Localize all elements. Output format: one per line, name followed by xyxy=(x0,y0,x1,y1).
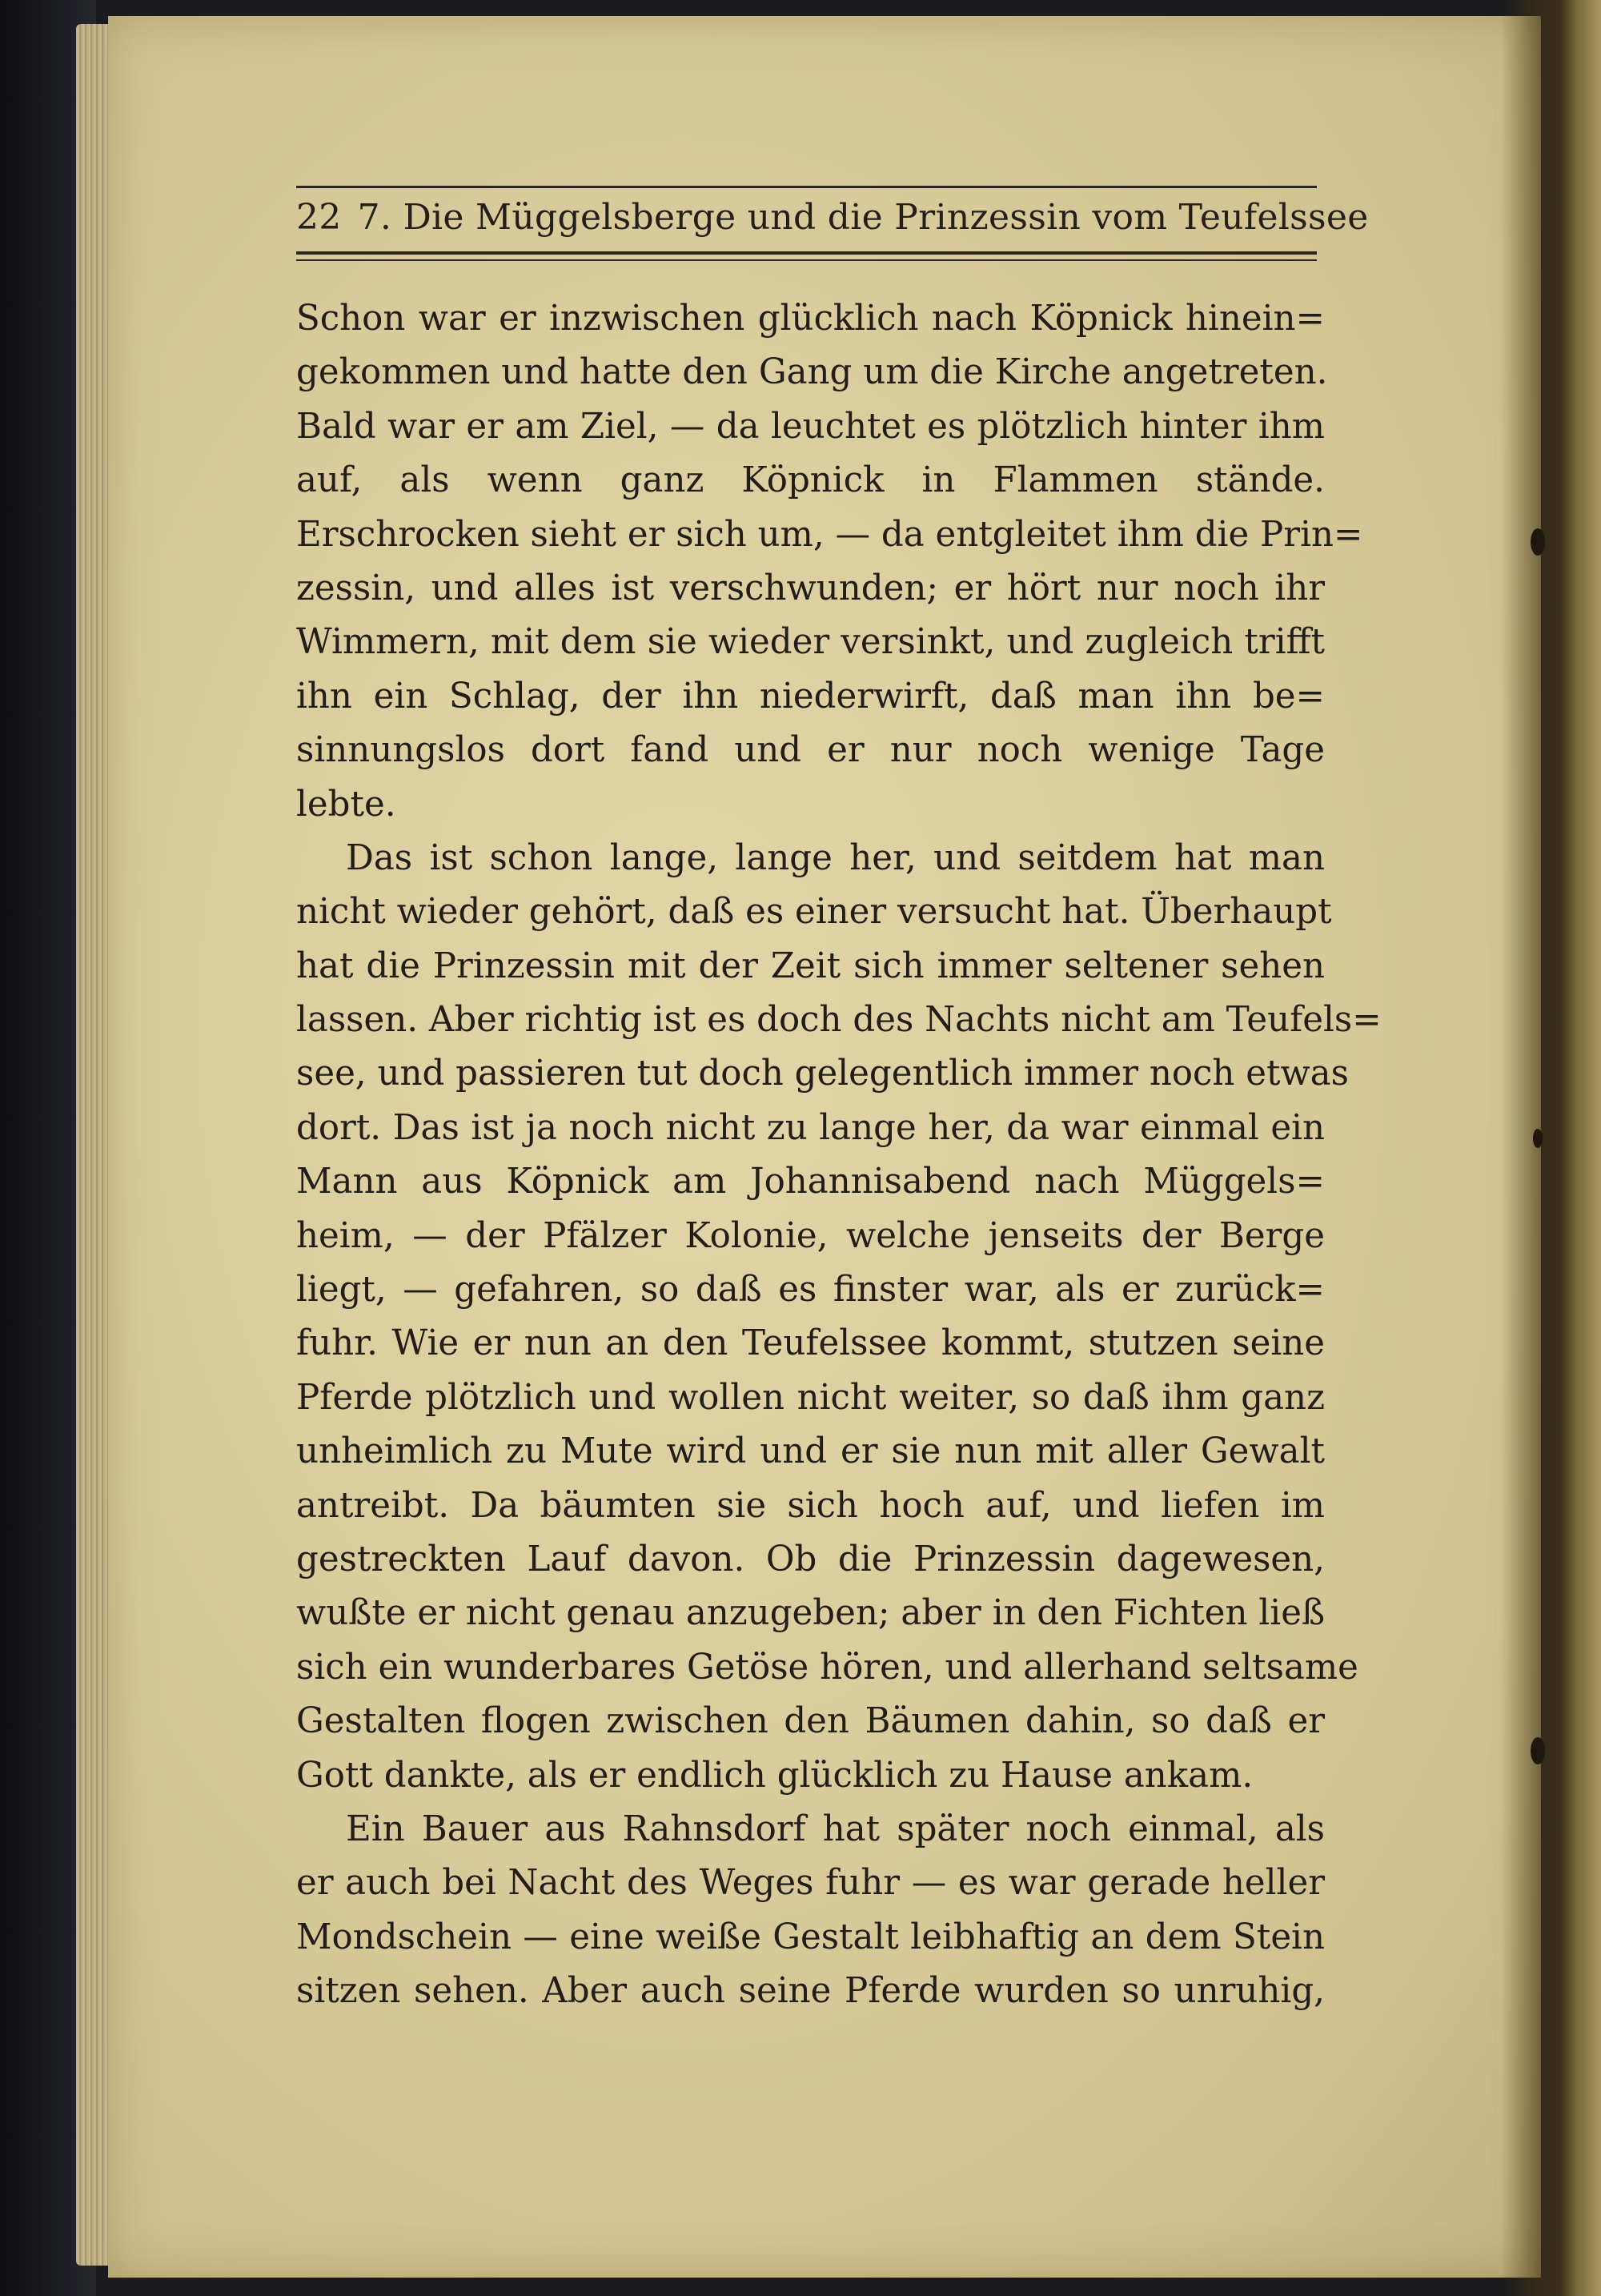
binding-thread-mark xyxy=(1531,1737,1545,1764)
text-line: Gott dankte, als er endlich glücklich zu Hause ankam. xyxy=(296,1755,1254,1796)
text-line: Wimmern, mit dem sie wieder versinkt, und zugleich trifft xyxy=(296,622,1325,663)
text-line: gekommen und hatte den Gang um die Kirche angetreten. xyxy=(296,352,1328,393)
text-line: Schon war er inzwischen glücklich nach Köpnick hinein= xyxy=(296,299,1325,339)
text-line: Das ist schon lange, lange her, und seitdem hat man xyxy=(346,837,1325,878)
running-header xyxy=(296,186,1369,270)
text-line: Ein Bauer aus Rahnsdorf hat später noch einmal, als xyxy=(346,1808,1325,1849)
text-line: unheimlich zu Mute wird und er sie nun mit aller Gewalt xyxy=(296,1431,1325,1472)
page-number: 22 xyxy=(296,197,342,238)
text-line: Erschrocken sieht er sich um, — da entgleitet ihm die Prin= xyxy=(296,514,1363,555)
facing-page-edge xyxy=(1561,0,1601,2296)
binding-gutter xyxy=(1501,0,1565,2296)
binding-thread-mark xyxy=(1531,528,1545,556)
text-line: Gestalten flogen zwischen den Bäumen dahin, so daß er xyxy=(296,1701,1325,1742)
text-line: hat die Prinzessin mit der Zeit sich immer seltener sehen xyxy=(296,945,1325,986)
header-text xyxy=(296,197,1369,238)
text-line: Mann aus Köpnick am Johannisabend nach Müggels= xyxy=(296,1162,1325,1202)
text-line: ihn ein Schlag, der ihn niederwirft, daß man ihn be= xyxy=(296,676,1325,716)
text-line: gestreckten Lauf davon. Ob die Prinzessin dagewesen, xyxy=(296,1539,1325,1580)
header-rule-top xyxy=(296,186,1317,188)
text-line: antreibt. Da bäumten sie sich hoch auf, und liefen im xyxy=(296,1485,1325,1526)
text-line: fuhr. Wie er nun an den Teufelssee kommt, stutzen seine xyxy=(296,1323,1325,1364)
header-rule-bottom-thin xyxy=(296,259,1317,261)
text-line: sich ein wunderbares Getöse hören, und allerhand seltsame xyxy=(296,1647,1358,1688)
text-line: Mondschein — eine weiße Gestalt leibhaftig an dem Stein xyxy=(296,1917,1325,1957)
text-line: sinnungslos dort fand und er nur noch wenige Tage xyxy=(296,730,1325,771)
chapter-title: 7. Die Müggelsberge und die Prinzessin vom Teufelssee xyxy=(357,197,1369,238)
text-line: heim, — der Pfälzer Kolonie, welche jenseits der Berge xyxy=(296,1215,1325,1256)
text-line: sitzen sehen. Aber auch seine Pferde wurden so unruhig, xyxy=(296,1971,1325,2012)
text-line: lebte. xyxy=(296,784,396,825)
body-text xyxy=(296,292,1382,2019)
text-line: zessin, und alles ist verschwunden; er hört nur noch ihr xyxy=(296,568,1325,608)
text-line: Bald war er am Ziel, — da leuchtet es plötzlich hinter ihm xyxy=(296,406,1325,447)
text-line: liegt, — gefahren, so daß es finster war, als er zurück= xyxy=(296,1270,1325,1311)
text-line: auf, als wenn ganz Köpnick in Flammen stände. xyxy=(296,460,1325,501)
header-rule-bottom xyxy=(296,251,1317,255)
text-line: lassen. Aber richtig ist es doch des Nachts nicht am Teufels= xyxy=(296,1000,1382,1041)
binding-thread-mark xyxy=(1533,1129,1543,1148)
text-line: Pferde plötzlich und wollen nicht weiter, so daß ihm ganz xyxy=(296,1377,1325,1418)
text-line: nicht wieder gehört, daß es einer versucht hat. Überhaupt xyxy=(296,892,1332,933)
text-line: wußte er nicht genau anzugeben; aber in den Fichten ließ xyxy=(296,1593,1325,1634)
text-line: er auch bei Nacht des Weges fuhr — es war gerade heller xyxy=(296,1863,1325,1904)
text-line: see, und passieren tut doch gelegentlich immer noch etwas xyxy=(296,1054,1349,1094)
text-line: dort. Das ist ja noch nicht zu lange her, da war einmal ein xyxy=(296,1107,1325,1148)
